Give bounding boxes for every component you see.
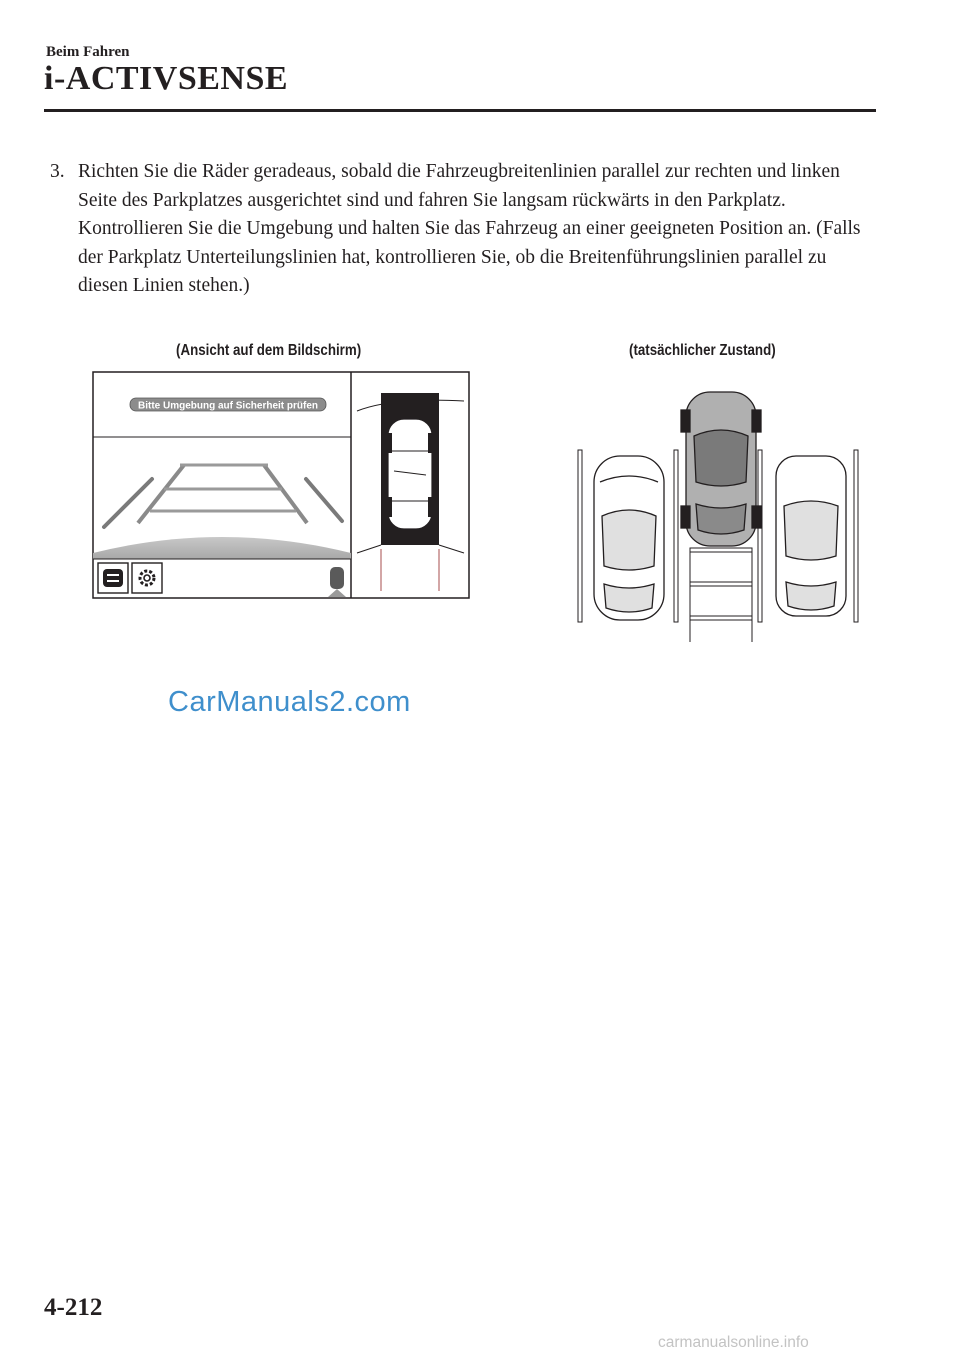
caption-actual-state: (tatsächlicher Zustand) — [629, 342, 776, 359]
warning-text: Bitte Umgebung auf Sicherheit prüfen — [137, 400, 319, 412]
screen-view-illustration — [92, 371, 472, 601]
space-subdivision-lines — [690, 548, 752, 642]
camera-switch-icon[interactable] — [98, 563, 128, 593]
reversing-car — [681, 392, 761, 546]
step-text: Richten Sie die Räder geradeaus, sobald die Fahrzeugbreitenlinien parallel zur rechten und linken Seite des Parkplatzes ausgerichtet sind und fahren Sie langsam rückwärts in den Parkplatz. Kontrollieren Sie die Umgebung und halten Sie das Fahrzeug an einer geeigneten Position an. (Falls der Parkplatz Unterteilungslinien hat, kontrollieren Sie, ob die Breitenführungslinien parallel zu diesen Linien stehen.) — [78, 161, 861, 297]
parked-car-left — [594, 456, 664, 620]
gear-icon[interactable] — [132, 563, 162, 593]
chapter-title: i-ACTIVSENSE — [44, 60, 289, 97]
parked-car-right — [776, 456, 846, 616]
step-3 — [50, 158, 880, 301]
section-label: Beim Fahren — [46, 44, 130, 60]
step-number: 3. — [50, 161, 65, 182]
header-rule — [44, 109, 876, 112]
watermark-carmanuals: CarManuals2.com — [168, 686, 411, 718]
footer-watermark: carmanualsonline.info — [658, 1334, 809, 1351]
actual-state-illustration — [570, 386, 870, 646]
page-number: 4-212 — [44, 1294, 103, 1321]
caption-screen-view: (Ansicht auf dem Bildschirm) — [176, 342, 362, 359]
